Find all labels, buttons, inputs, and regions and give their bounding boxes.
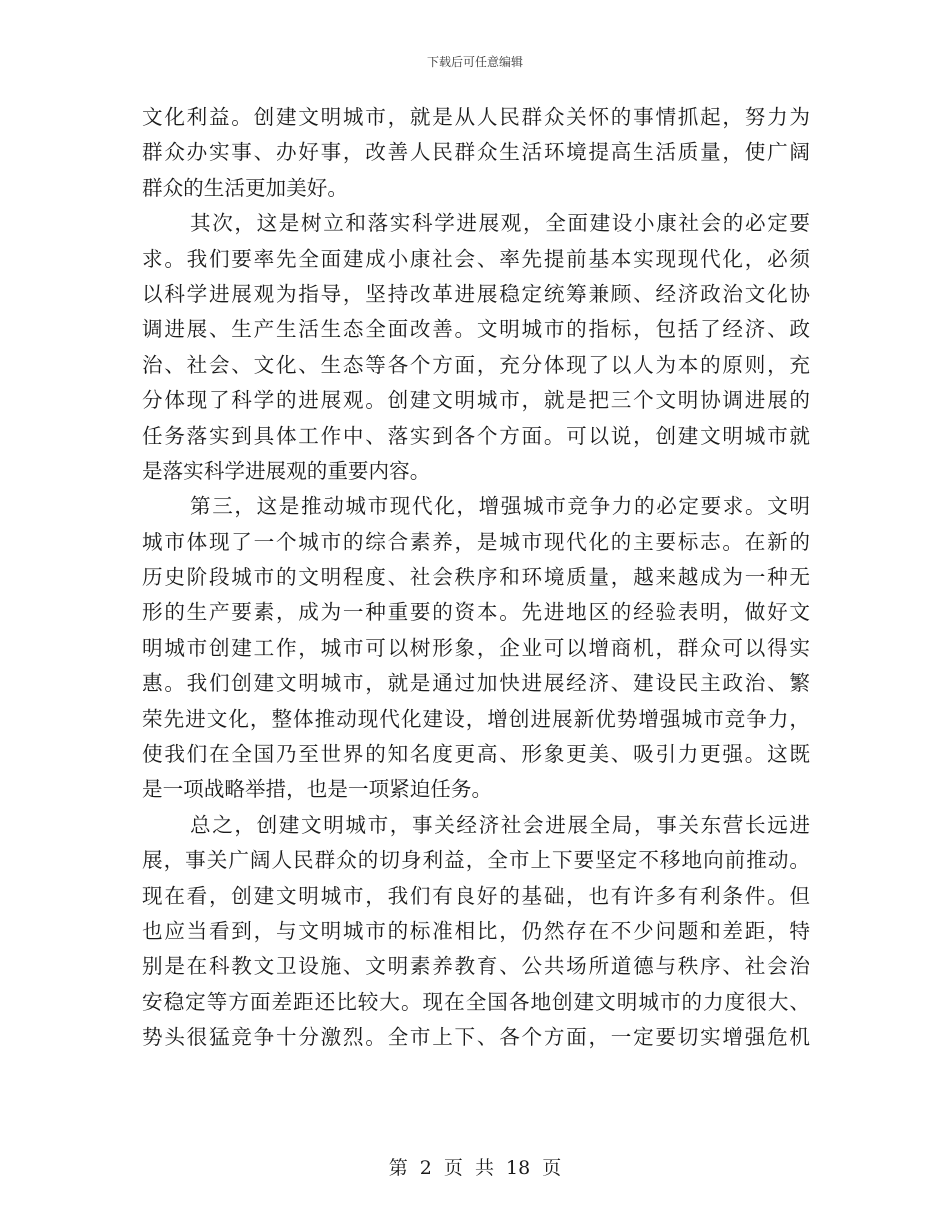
text-line: 分体现了科学的进展观。创建文明城市，就是把三个文明协调进展的 [142,388,810,413]
text-line: 是一项战略举措，也是一项紧迫任务。 [142,777,493,802]
text-line: 也应当看到，与文明城市的标准相比，仍然存在不少问题和差距，特 [142,918,810,943]
text-line: 以科学进展观为指导，坚持改革进展稳定统筹兼顾、经济政治文化协 [142,281,810,306]
text-line: 群众的生活更加美好。 [142,175,348,200]
text-line: 第三，这是推动城市现代化，增强城市竞争力的必定要求。文明 [190,494,810,519]
page-number: 第 2 页 共 18 页 [388,1157,562,1179]
text-line: 别是在科教文卫设施、文明素养教育、公共场所道德与秩序、社会治 [142,954,810,979]
text-line: 群众办实事、办好事，改善人民群众生活环境提高生活质量，使广阔 [142,140,810,165]
text-line: 其次，这是树立和落实科学进展观，全面建设小康社会的必定要 [190,211,810,236]
text-line: 历史阶段城市的文明程度、社会秩序和环境质量，越来越成为一种无 [142,565,810,590]
text-line: 势头很猛竞争十分激烈。全市上下、各个方面，一定要切实增强危机 [142,1025,810,1050]
text-line: 现在看，创建文明城市，我们有良好的基础，也有许多有利条件。但 [142,883,810,908]
text-line: 任务落实到具体工作中、落实到各个方面。可以说，创建文明城市就 [142,423,810,448]
text-line: 形的生产要素，成为一种重要的资本。先进地区的经验表明，做好文 [142,600,810,625]
text-line: 是落实科学进展观的重要内容。 [142,458,431,483]
document-body [142,100,810,1056]
text-line: 调进展、生产生活生态全面改善。文明城市的指标，包括了经济、政 [142,317,810,342]
text-line: 展，事关广阔人民群众的切身利益，全市上下要坚定不移地向前推动。 [142,848,810,873]
page-header: 下载后可任意编辑 [426,55,523,69]
text-line: 明城市创建工作，城市可以树形象，企业可以增商机，群众可以得实 [142,635,810,660]
text-line: 求。我们要率先全面建成小康社会、率先提前基本实现现代化，必须 [142,246,810,271]
text-line: 安稳定等方面差距还比较大。现在全国各地创建文明城市的力度很大、 [142,989,810,1014]
text-line: 荣先进文化，整体推动现代化建设，增创进展新优势增强城市竞争力， [142,706,810,731]
text-line: 治、社会、文化、生态等各个方面，充分体现了以人为本的原则，充 [142,352,810,377]
text-line: 城市体现了一个城市的综合素养，是城市现代化的主要标志。在新的 [142,529,810,554]
text-line: 使我们在全国乃至世界的知名度更高、形象更美、吸引力更强。这既 [142,742,810,767]
text-line: 文化利益。创建文明城市，就是从人民群众关怀的事情抓起，努力为 [142,105,810,129]
text-line: 惠。我们创建文明城市，就是通过加快进展经济、建设民主政治、繁 [142,671,810,696]
text-line: 总之，创建文明城市，事关经济社会进展全局，事关东营长远进 [190,812,810,837]
